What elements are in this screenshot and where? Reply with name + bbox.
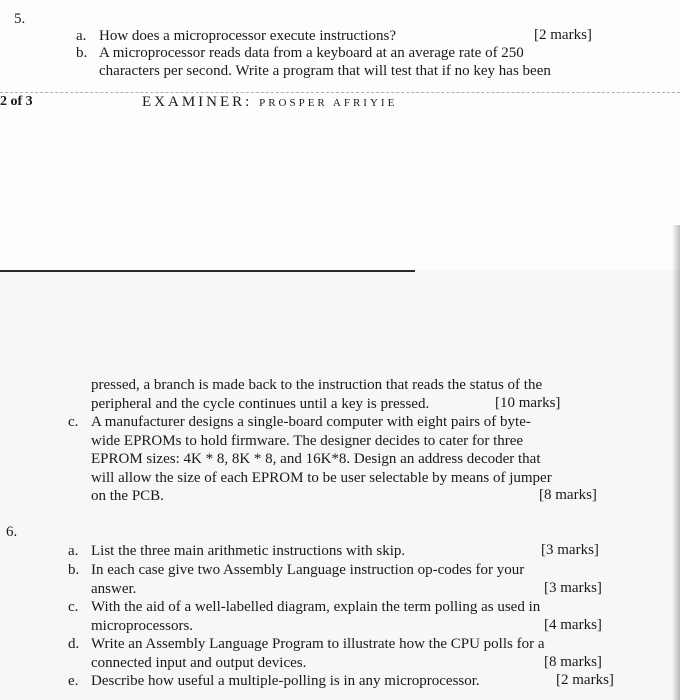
- examiner-prefix: EXAMINER:: [142, 94, 253, 110]
- q5c-marks: [8 marks]: [539, 487, 597, 503]
- q6d-line1: Write an Assembly Language Program to illustrate how the CPU polls for a: [91, 636, 545, 652]
- q5b-line2: characters per second. Write a program that will test that if no key has been: [99, 63, 551, 79]
- question-5-number: 5.: [14, 11, 26, 27]
- q6e-marks: [2 marks]: [556, 672, 614, 688]
- q5c-line1: A manufacturer designs a single-board computer with eight pairs of byte-: [91, 414, 531, 430]
- q5b-label: b.: [76, 45, 88, 61]
- q6a-text: List the three main arithmetic instructions with skip.: [91, 543, 406, 559]
- examiner-name: PROSPER AFRIYIE: [259, 97, 398, 109]
- q6d-marks: [8 marks]: [544, 654, 602, 670]
- q5a-label: a.: [76, 28, 87, 44]
- q6d-label: d.: [68, 636, 80, 652]
- q5a-marks: [2 marks]: [534, 27, 592, 43]
- q6b-line2: answer.: [91, 581, 137, 597]
- q5c-line2: wide EPROMs to hold firmware. The designer decides to cater for three: [91, 433, 524, 449]
- q6a-marks: [3 marks]: [541, 542, 599, 558]
- q5c-line3: EPROM sizes: 4K * 8, 8K * 8, and 16K*8. Design an address decoder that: [91, 451, 541, 467]
- q5c-line5: on the PCB.: [91, 488, 164, 504]
- question-6-number: 6.: [6, 524, 18, 540]
- q6e-text: Describe how useful a multiple-polling is in any microprocessor.: [91, 673, 480, 689]
- q6b-label: b.: [68, 562, 80, 578]
- page-number-label: 2 of 3: [0, 94, 33, 109]
- q6c-marks: [4 marks]: [544, 617, 602, 633]
- q6c-line1: With the aid of a well-labelled diagram, explain the term polling as used in: [91, 599, 541, 615]
- q5b-marks: [10 marks]: [495, 395, 561, 411]
- q6c-line2: microprocessors.: [91, 618, 194, 634]
- q5b-line1: A microprocessor reads data from a keyboard at an average rate of 250: [99, 45, 524, 61]
- q6c-label: c.: [68, 599, 79, 615]
- q5a-text: How does a microprocessor execute instructions?: [99, 28, 396, 44]
- q6e-label: e.: [68, 673, 79, 689]
- page-divider-line: [0, 270, 415, 272]
- page-edge-shadow: [672, 225, 680, 700]
- examiner-line: [142, 94, 397, 111]
- q5b-cont-line1: pressed, a branch is made back to the instruction that reads the status of the: [91, 377, 543, 393]
- q6a-label: a.: [68, 543, 79, 559]
- q5c-line4: will allow the size of each EPROM to be user selectable by means of jumper: [91, 470, 552, 486]
- q6b-marks: [3 marks]: [544, 580, 602, 596]
- q6d-line2: connected input and output devices.: [91, 655, 307, 671]
- q5b-cont-line2: peripheral and the cycle continues until a key is pressed.: [91, 396, 430, 412]
- q5c-label: c.: [68, 414, 79, 430]
- q6b-line1: In each case give two Assembly Language instruction op-codes for your: [91, 562, 525, 578]
